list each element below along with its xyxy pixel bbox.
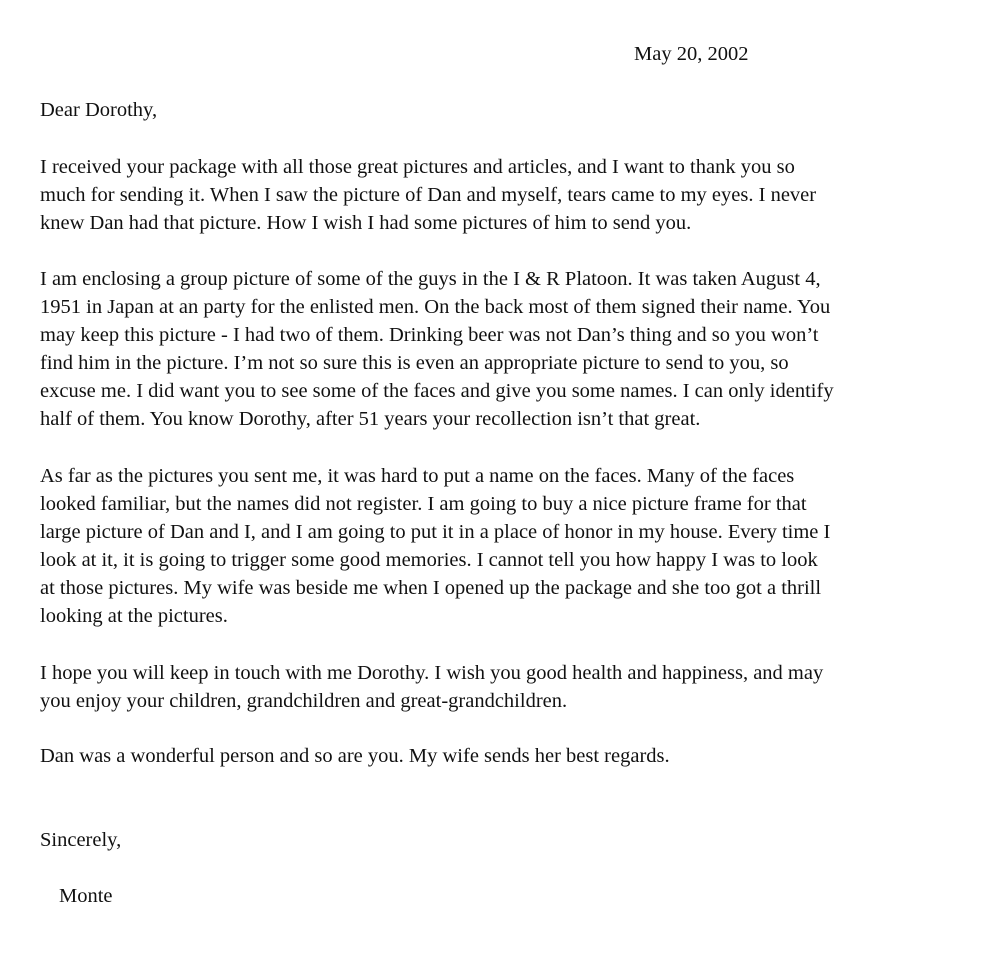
paragraph-line: looking at the pictures. <box>40 605 228 627</box>
paragraph-line: you enjoy your children, grandchildren and great-grandchildren. <box>40 690 568 712</box>
letter-date: May 20, 2002 <box>634 43 749 65</box>
paragraph-line: large picture of Dan and I, and I am going to put it in a place of honor in my house. Every time I <box>40 521 831 543</box>
paragraph-3 <box>40 462 970 630</box>
paragraph-line: half of them. You know Dorothy, after 51 years your recollection isn’t that great. <box>40 408 701 430</box>
paragraph-line: much for sending it. When I saw the picture of Dan and myself, tears came to my eyes. I never <box>40 184 817 206</box>
paragraph-line: Dan was a wonderful person and so are you. My wife sends her best regards. <box>40 745 670 767</box>
paragraph-line: looked familiar, but the names did not register. I am going to buy a nice picture frame for that <box>40 493 807 515</box>
paragraph-line: look at it, it is going to trigger some good memories. I cannot tell you how happy I was to look <box>40 549 818 571</box>
paragraph-line: 1951 in Japan at an party for the enlisted men. On the back most of them signed their name. You <box>40 296 831 318</box>
paragraph-line: may keep this picture - I had two of them. Drinking beer was not Dan’s thing and so you won’t <box>40 324 819 346</box>
paragraph-5 <box>40 742 970 770</box>
paragraph-1 <box>40 153 970 237</box>
closing: Sincerely, <box>40 829 122 851</box>
paragraph-line: I hope you will keep in touch with me Dorothy. I wish you good health and happiness, and may <box>40 662 824 684</box>
paragraph-4 <box>40 659 970 715</box>
paragraph-line: As far as the pictures you sent me, it was hard to put a name on the faces. Many of the faces <box>40 465 795 487</box>
paragraph-line: excuse me. I did want you to see some of the faces and give you some names. I can only identify <box>40 380 834 402</box>
paragraph-line: I received your package with all those great pictures and articles, and I want to thank you so <box>40 156 795 178</box>
paragraph-line: at those pictures. My wife was beside me when I opened up the package and she too got a thrill <box>40 577 822 599</box>
paragraph-line: find him in the picture. I’m not so sure this is even an appropriate picture to send to you, so <box>40 352 789 374</box>
paragraph-line: I am enclosing a group picture of some of the guys in the I & R Platoon. It was taken August 4, <box>40 268 821 290</box>
salutation: Dear Dorothy, <box>40 99 158 121</box>
paragraph-2 <box>40 265 970 433</box>
signature: Monte <box>59 885 113 907</box>
paragraph-line: knew Dan had that picture. How I wish I had some pictures of him to send you. <box>40 212 692 234</box>
